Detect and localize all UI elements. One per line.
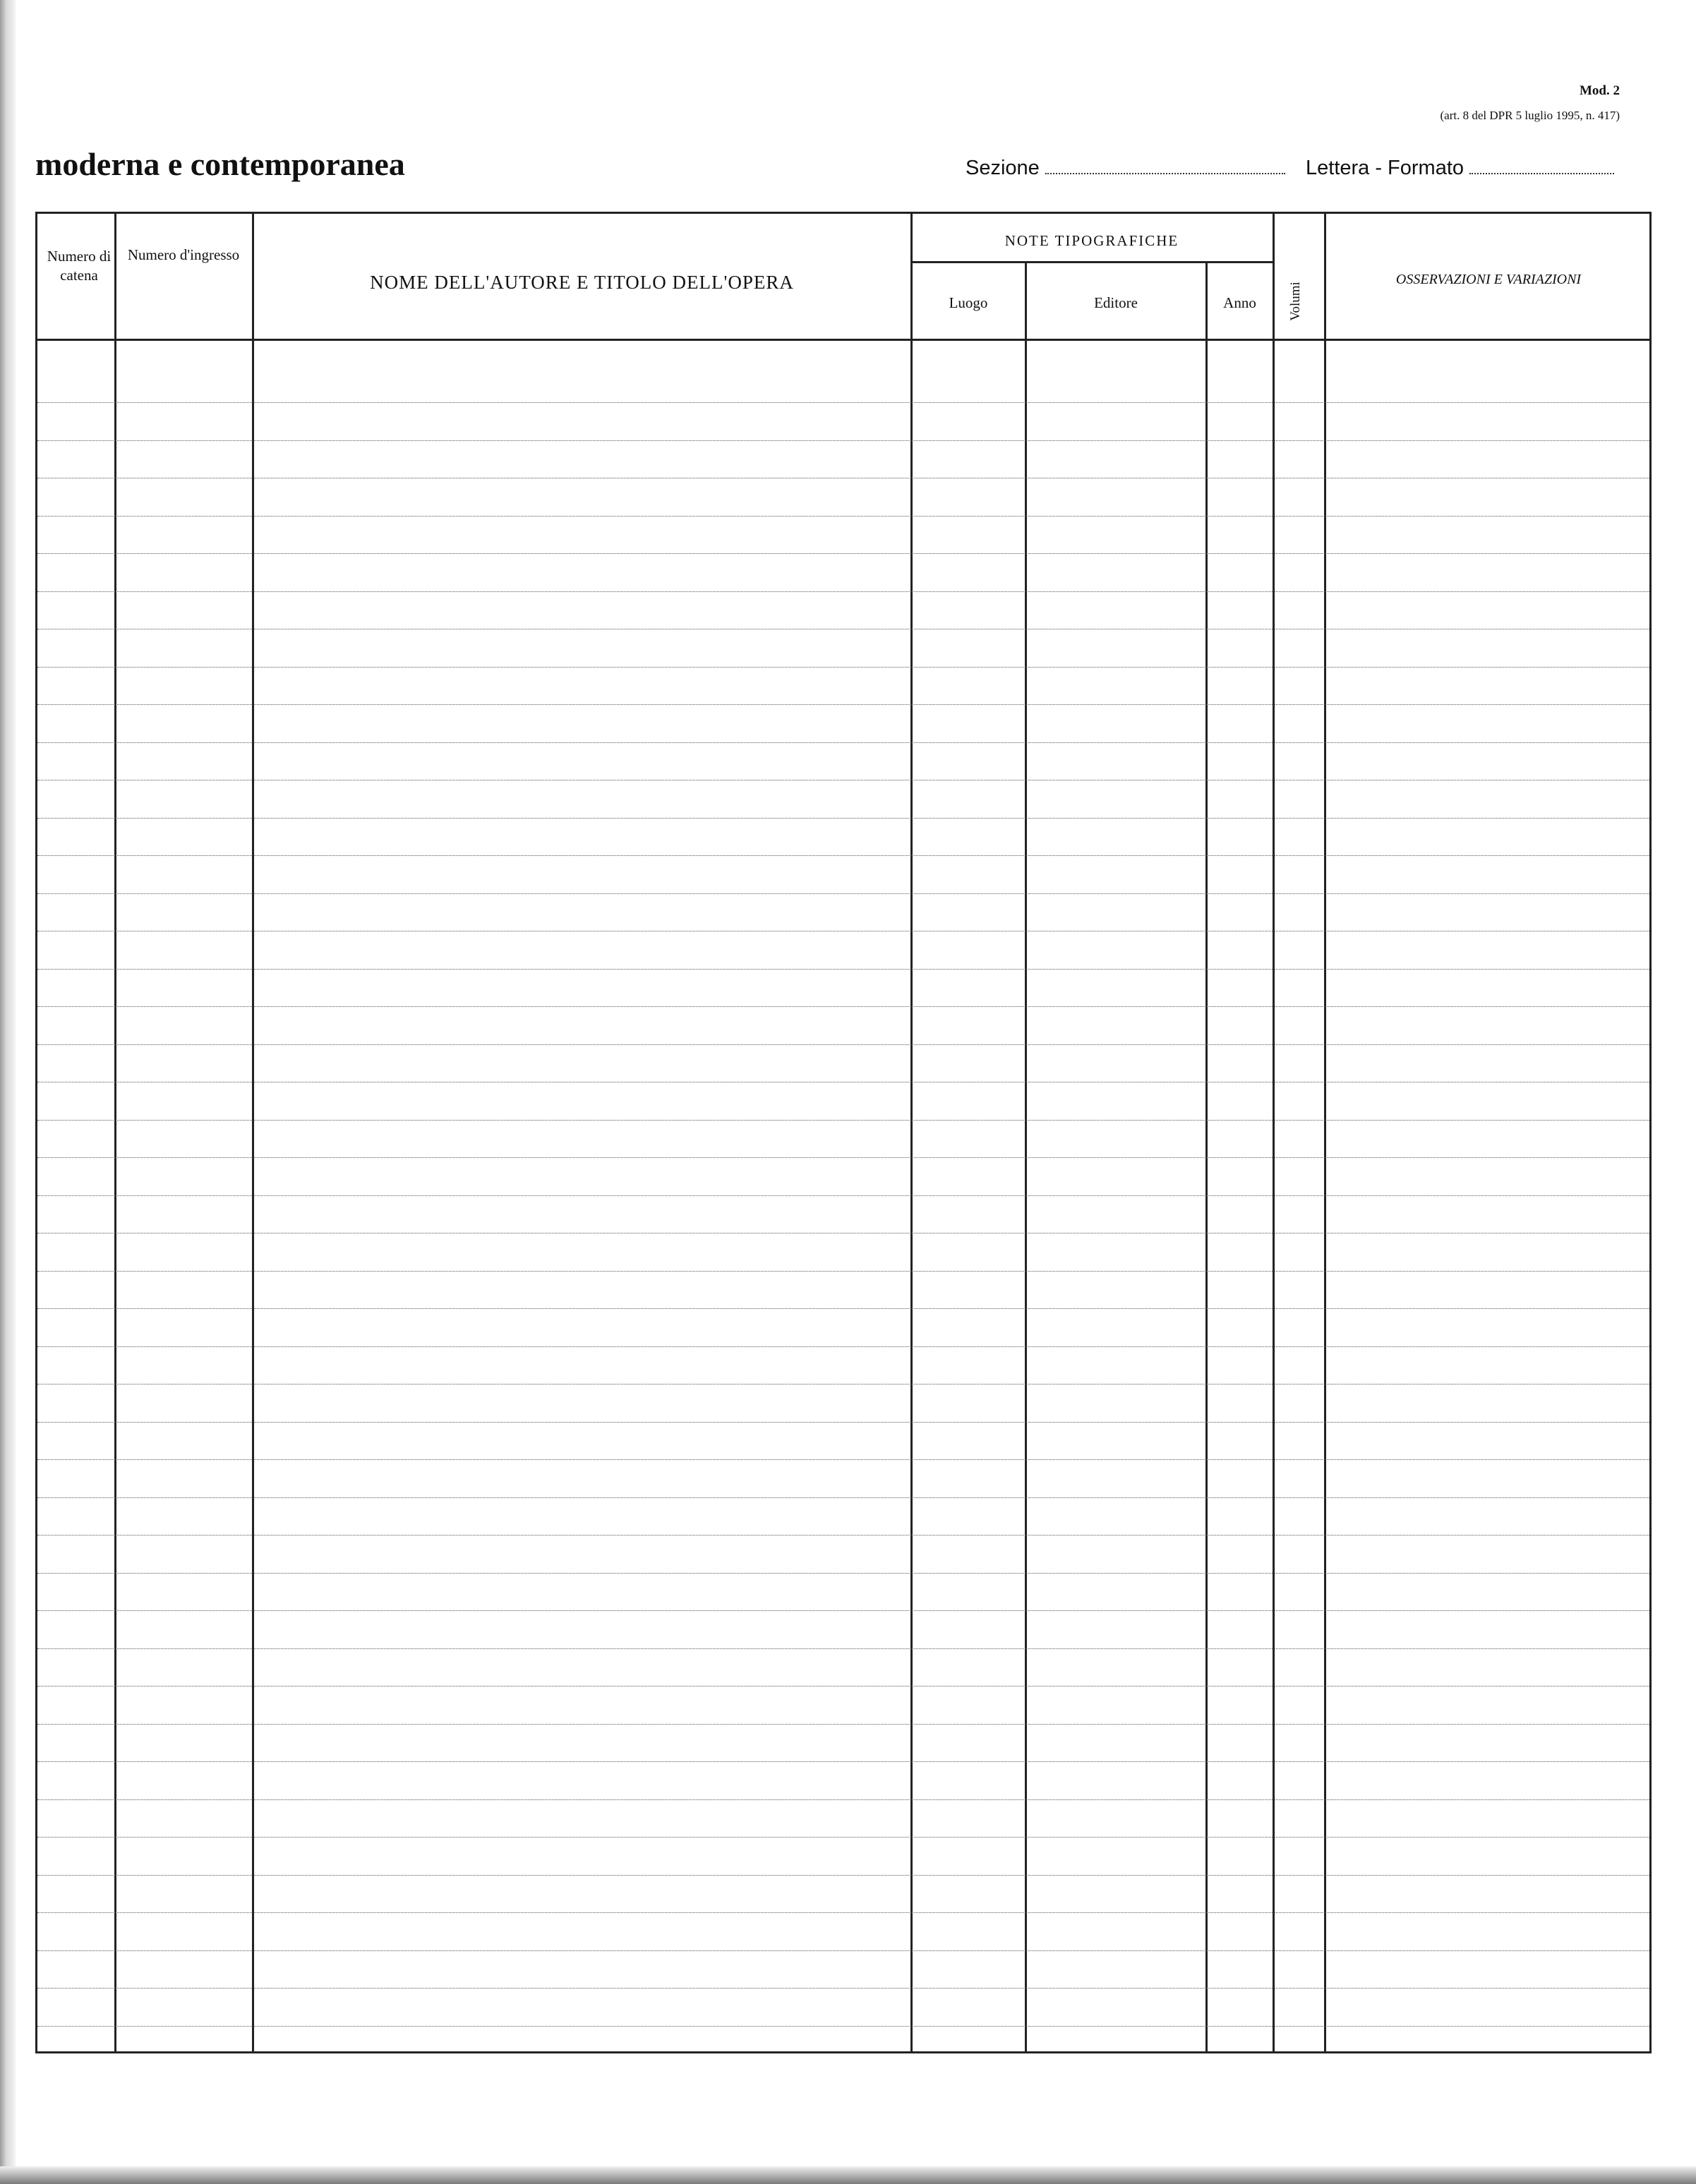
ruled-line	[37, 1761, 1649, 1762]
ruled-line	[37, 516, 1649, 517]
header-bottom-rule	[35, 339, 1652, 341]
ruled-line	[37, 1988, 1649, 1989]
col-divider	[1324, 212, 1326, 2053]
header-osservazioni: OSSERVAZIONI E VARIAZIONI	[1395, 272, 1582, 287]
ruled-line	[37, 855, 1649, 856]
ruled-line	[37, 1686, 1649, 1687]
ruled-line	[37, 1535, 1649, 1536]
ruled-line	[37, 667, 1649, 668]
lettera-formato-blank	[1469, 159, 1614, 174]
ruled-line	[37, 1308, 1649, 1309]
ruled-line	[37, 1497, 1649, 1498]
header-luogo: Luogo	[949, 294, 988, 311]
ruled-line	[37, 818, 1649, 819]
lettera-formato-field	[1306, 157, 1614, 180]
ruled-line	[37, 1422, 1649, 1423]
ruled-line	[37, 1044, 1649, 1045]
ruled-line	[37, 591, 1649, 592]
scan-left-edge	[0, 0, 16, 2184]
lettera-formato-label: Lettera - Formato	[1306, 157, 1465, 179]
form-model: Mod. 2	[1580, 83, 1620, 98]
ruled-line	[37, 1195, 1649, 1196]
ruled-line	[37, 1724, 1649, 1725]
subheader-rule	[910, 261, 1273, 263]
header-numero-ingresso: Numero d'ingresso	[127, 246, 240, 263]
sezione-field	[966, 157, 1285, 180]
ruled-line	[37, 893, 1649, 894]
ruled-line	[37, 1271, 1649, 1272]
col-divider	[252, 212, 254, 2053]
scan-bottom-edge	[0, 2166, 1696, 2184]
header-numero-catena: Numero di catena	[47, 248, 112, 284]
sezione-label: Sezione	[966, 157, 1040, 179]
ruled-line	[37, 969, 1649, 970]
form-law-reference: (art. 8 del DPR 5 luglio 1995, n. 417)	[1440, 109, 1620, 122]
ruled-line	[37, 1459, 1649, 1460]
ruled-line	[37, 1157, 1649, 1158]
col-divider	[1273, 212, 1275, 2053]
ruled-line	[37, 1573, 1649, 1574]
col-divider	[114, 212, 116, 2053]
ruled-line	[37, 1950, 1649, 1951]
ruled-line	[37, 1799, 1649, 1800]
header-volumi: Volumi	[1287, 282, 1303, 321]
ruled-line	[37, 440, 1649, 441]
ruled-line	[37, 553, 1649, 554]
ruled-line	[37, 1006, 1649, 1007]
header-anno: Anno	[1223, 294, 1256, 311]
ruled-line	[37, 1837, 1649, 1838]
ruled-line	[37, 704, 1649, 705]
header-note-tipografiche: NOTE TIPOGRAFICHE	[1004, 232, 1179, 249]
ruled-line	[37, 2026, 1649, 2027]
ruled-line	[37, 1120, 1649, 1121]
ruled-line	[37, 1610, 1649, 1611]
header-editore: Editore	[1094, 294, 1138, 311]
ruled-line	[37, 402, 1649, 403]
ruled-line	[37, 1648, 1649, 1649]
ruled-line	[37, 1912, 1649, 1913]
col-divider	[910, 212, 913, 2053]
ruled-line	[37, 1875, 1649, 1876]
ruled-line	[37, 742, 1649, 743]
register-table	[35, 212, 1652, 2053]
ruled-line	[37, 1346, 1649, 1347]
sezione-blank	[1045, 159, 1285, 174]
header-autore-titolo: NOME DELL'AUTORE E TITOLO DELL'OPERA	[370, 272, 794, 293]
page-title: moderna e contemporanea	[35, 146, 405, 182]
